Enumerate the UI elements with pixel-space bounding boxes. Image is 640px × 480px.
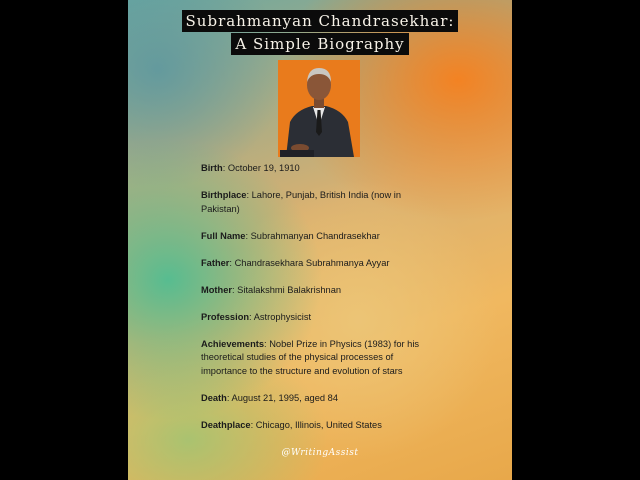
bio-row-profession: Profession: Astrophysicist — [201, 311, 312, 322]
watermark-handle: @WritingAssist — [281, 448, 359, 458]
bio-value: Nobel Prize in Physics (1983) for his theoretical studies of the physical processes of importance to the structure and evolution of stars — [201, 338, 420, 376]
bio-value: Astrophysicist — [253, 311, 312, 322]
bio-value: Lahore, Punjab, British India (now in Pakistan) — [201, 190, 401, 214]
biography-card — [128, 0, 512, 480]
bio-row-father: Father: Chandrasekhara Subrahmanya Ayyar — [201, 257, 390, 268]
bio-label: Deathplace — [201, 419, 251, 430]
bio-label: Death — [201, 392, 227, 403]
bio-row-death: Death: August 21, 1995, aged 84 — [201, 392, 338, 403]
bio-label: Mother — [201, 284, 232, 295]
bio-label: Profession — [201, 311, 250, 322]
bio-row-mother: Mother: Sitalakshmi Balakrishnan — [201, 284, 342, 295]
portrait-desk — [280, 150, 314, 157]
bio-label: Father — [201, 257, 230, 268]
bio-value: August 21, 1995, aged 84 — [231, 392, 338, 403]
title-line-1: Subrahmanyan Chandrasekhar: — [182, 10, 459, 32]
bio-value: Sitalakshmi Balakrishnan — [237, 284, 342, 295]
bio-list — [201, 162, 441, 446]
bio-value: Subrahmanyan Chandrasekhar — [250, 230, 380, 241]
bio-label: Achievements — [201, 338, 265, 349]
bio-row-birthplace: Birthplace: Lahore, Punjab, British India (now in Pakistan) — [201, 190, 401, 214]
bio-label: Birthplace — [201, 190, 247, 200]
bio-value: Chandrasekhara Subrahmanya Ayyar — [234, 257, 390, 268]
bio-row-achievements: Achievements: Nobel Prize in Physics (1983) for his theoretical studies of the physical processes of importance to the structure and evolution of stars — [201, 338, 420, 376]
portrait-photo — [278, 60, 360, 157]
bio-label: Full Name — [201, 230, 246, 241]
bio-value: October 19, 1910 — [227, 163, 300, 173]
bio-label: Birth — [201, 163, 223, 173]
bio-value: Chicago, Illinois, United States — [255, 419, 382, 430]
bio-row-birth: Birth: October 19, 1910 — [201, 163, 300, 173]
bio-row-deathplace: Deathplace: Chicago, Illinois, United States — [201, 419, 382, 430]
portrait-icon — [278, 60, 360, 157]
page-title — [128, 10, 512, 55]
bio-row-full-name: Full Name: Subrahmanyan Chandrasekhar — [201, 230, 380, 241]
title-line-2: A Simple Biography — [231, 33, 408, 55]
